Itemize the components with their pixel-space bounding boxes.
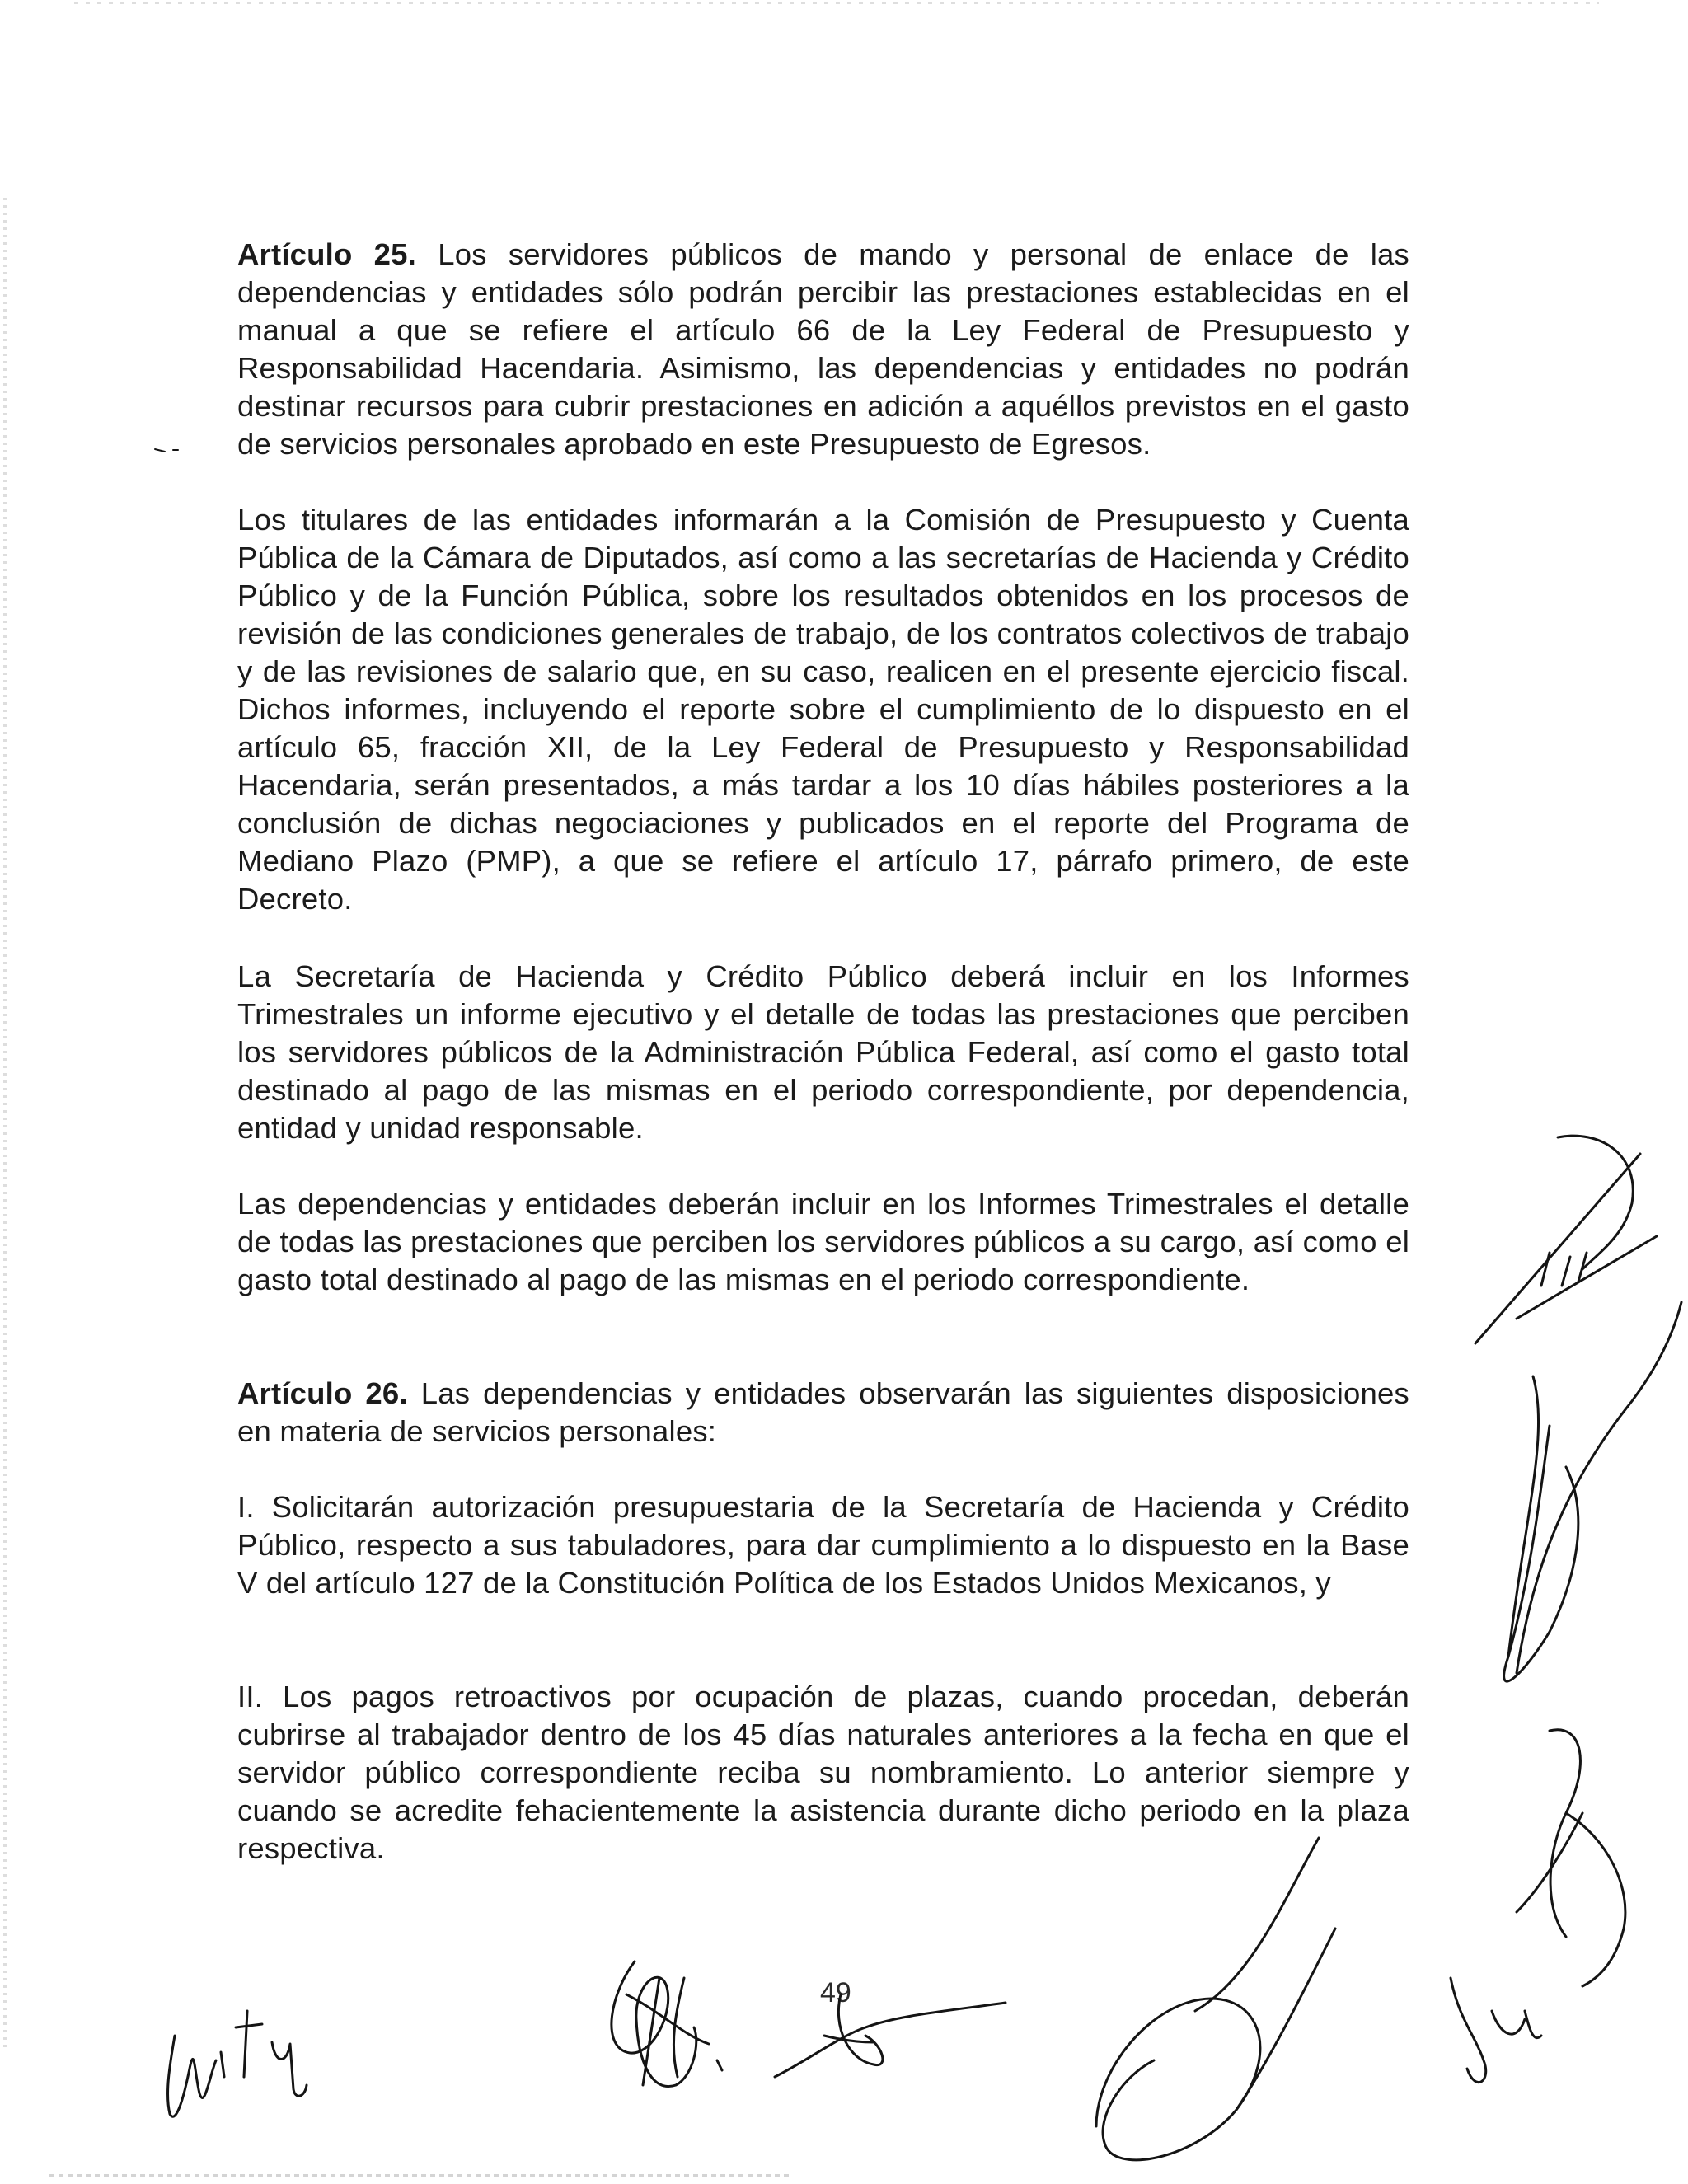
- signature-loop-right: [1550, 1730, 1625, 1986]
- paragraph-text: Las dependencias y entidades deberán incluir en los Informes Trimestrales el detalle de todas las prestaciones que perciben los servidores públicos a su cargo, así como el gasto total destinado al pago de las mismas en el periodo correspondiente.: [237, 1187, 1409, 1296]
- article-26-fraction-i: [237, 1488, 1409, 1602]
- signature-center-left: [612, 1961, 722, 2087]
- article-25-label: Artículo 25.: [237, 237, 417, 271]
- signature-top-right: [1541, 1136, 1633, 1286]
- paragraph-text: La Secretaría de Hacienda y Crédito Público deberá incluir en los Informes Trimestrales un informe ejecutivo y el detalle de todas las prestaciones que perciben los servidores públicos de la Administración Pública Federal, así como el gasto total destinado al pago de las mismas en el periodo correspondiente, por dependencia, entidad y unidad responsable.: [237, 959, 1409, 1145]
- scan-artifact-top: [74, 2, 1599, 4]
- article-26-paragraph: [237, 1375, 1409, 1451]
- article-25-paragraph-2: [237, 501, 1409, 918]
- stray-mark: [155, 449, 178, 452]
- article-25-paragraph-3: [237, 958, 1409, 1147]
- signature-right-large: [1096, 1838, 1335, 2160]
- article-26-text: Las dependencias y entidades observarán las siguientes disposiciones en materia de servicios personales:: [237, 1376, 1409, 1448]
- signature-initials-right: [1451, 1978, 1541, 2083]
- signature-right-margin: [1475, 1154, 1681, 1912]
- article-25-text: Los servidores públicos de mando y personal de enlace de las dependencias y entidades sólo podrán percibir las prestaciones establecidas en el manual a que se refiere el artículo 66 de la Ley Federal de Presupuesto y Responsabilidad Hacendaria. Asimismo, las dependencias y entidades no podrán destinar recursos para cubrir prestaciones en adición a aquéllos previstos en el gasto de servicios personales aprobado en este Presupuesto de Egresos.: [237, 237, 1410, 461]
- paragraph-text: I. Solicitarán autorización presupuestaria de la Secretaría de Hacienda y Crédito Público, respecto a sus tabuladores, para dar cumplimiento a lo dispuesto en la Base V del artículo 127 de la Constitución Política de los Estados Unidos Mexicanos, y: [237, 1490, 1409, 1600]
- scan-artifact-left: [3, 198, 7, 2052]
- article-25-paragraph-4: [237, 1185, 1409, 1299]
- scan-artifact-bottom: [49, 2174, 791, 2177]
- article-25-paragraph: [237, 236, 1409, 463]
- signature-initials-left: [168, 2011, 307, 2116]
- signature-center-right: [775, 1994, 1006, 2077]
- paragraph-text: II. Los pagos retroactivos por ocupación de plazas, cuando procedan, deberán cubrirse al trabajador dentro de los 45 días naturales anteriores a la fecha en que el servidor público correspondiente reciba su nombramiento. Lo anterior siempre y cuando se acredite fehacientemente la asistencia durante dicho periodo en la plaza respectiva.: [237, 1680, 1409, 1865]
- article-26-label: Artículo 26.: [237, 1376, 408, 1410]
- article-26-fraction-ii: [237, 1678, 1409, 1868]
- paragraph-text: Los titulares de las entidades informarán a la Comisión de Presupuesto y Cuenta Pública de la Cámara de Diputados, así como a las secretarías de Hacienda y Crédito Público y de la Función Pública, sobre los resultados obtenidos en los procesos de revisión de las condiciones generales de trabajo, de los contratos colectivos de trabajo y de las revisiones de salario que, en su caso, realicen en el presente ejercicio fiscal. Dichos informes, incluyendo el reporte sobre el cumplimiento de lo dispuesto en el artículo 65, fracción XII, de la Ley Federal de Presupuesto y Responsabilidad Hacendaria, serán presentados, a más tardar a los 10 días hábiles posteriores a la conclusión de dichas negociaciones y publicados en el reporte del Programa de Mediano Plazo (PMP), a que se refiere el artículo 17, párrafo primero, de este Decreto.: [237, 503, 1409, 916]
- page-number: 49: [820, 1977, 851, 2008]
